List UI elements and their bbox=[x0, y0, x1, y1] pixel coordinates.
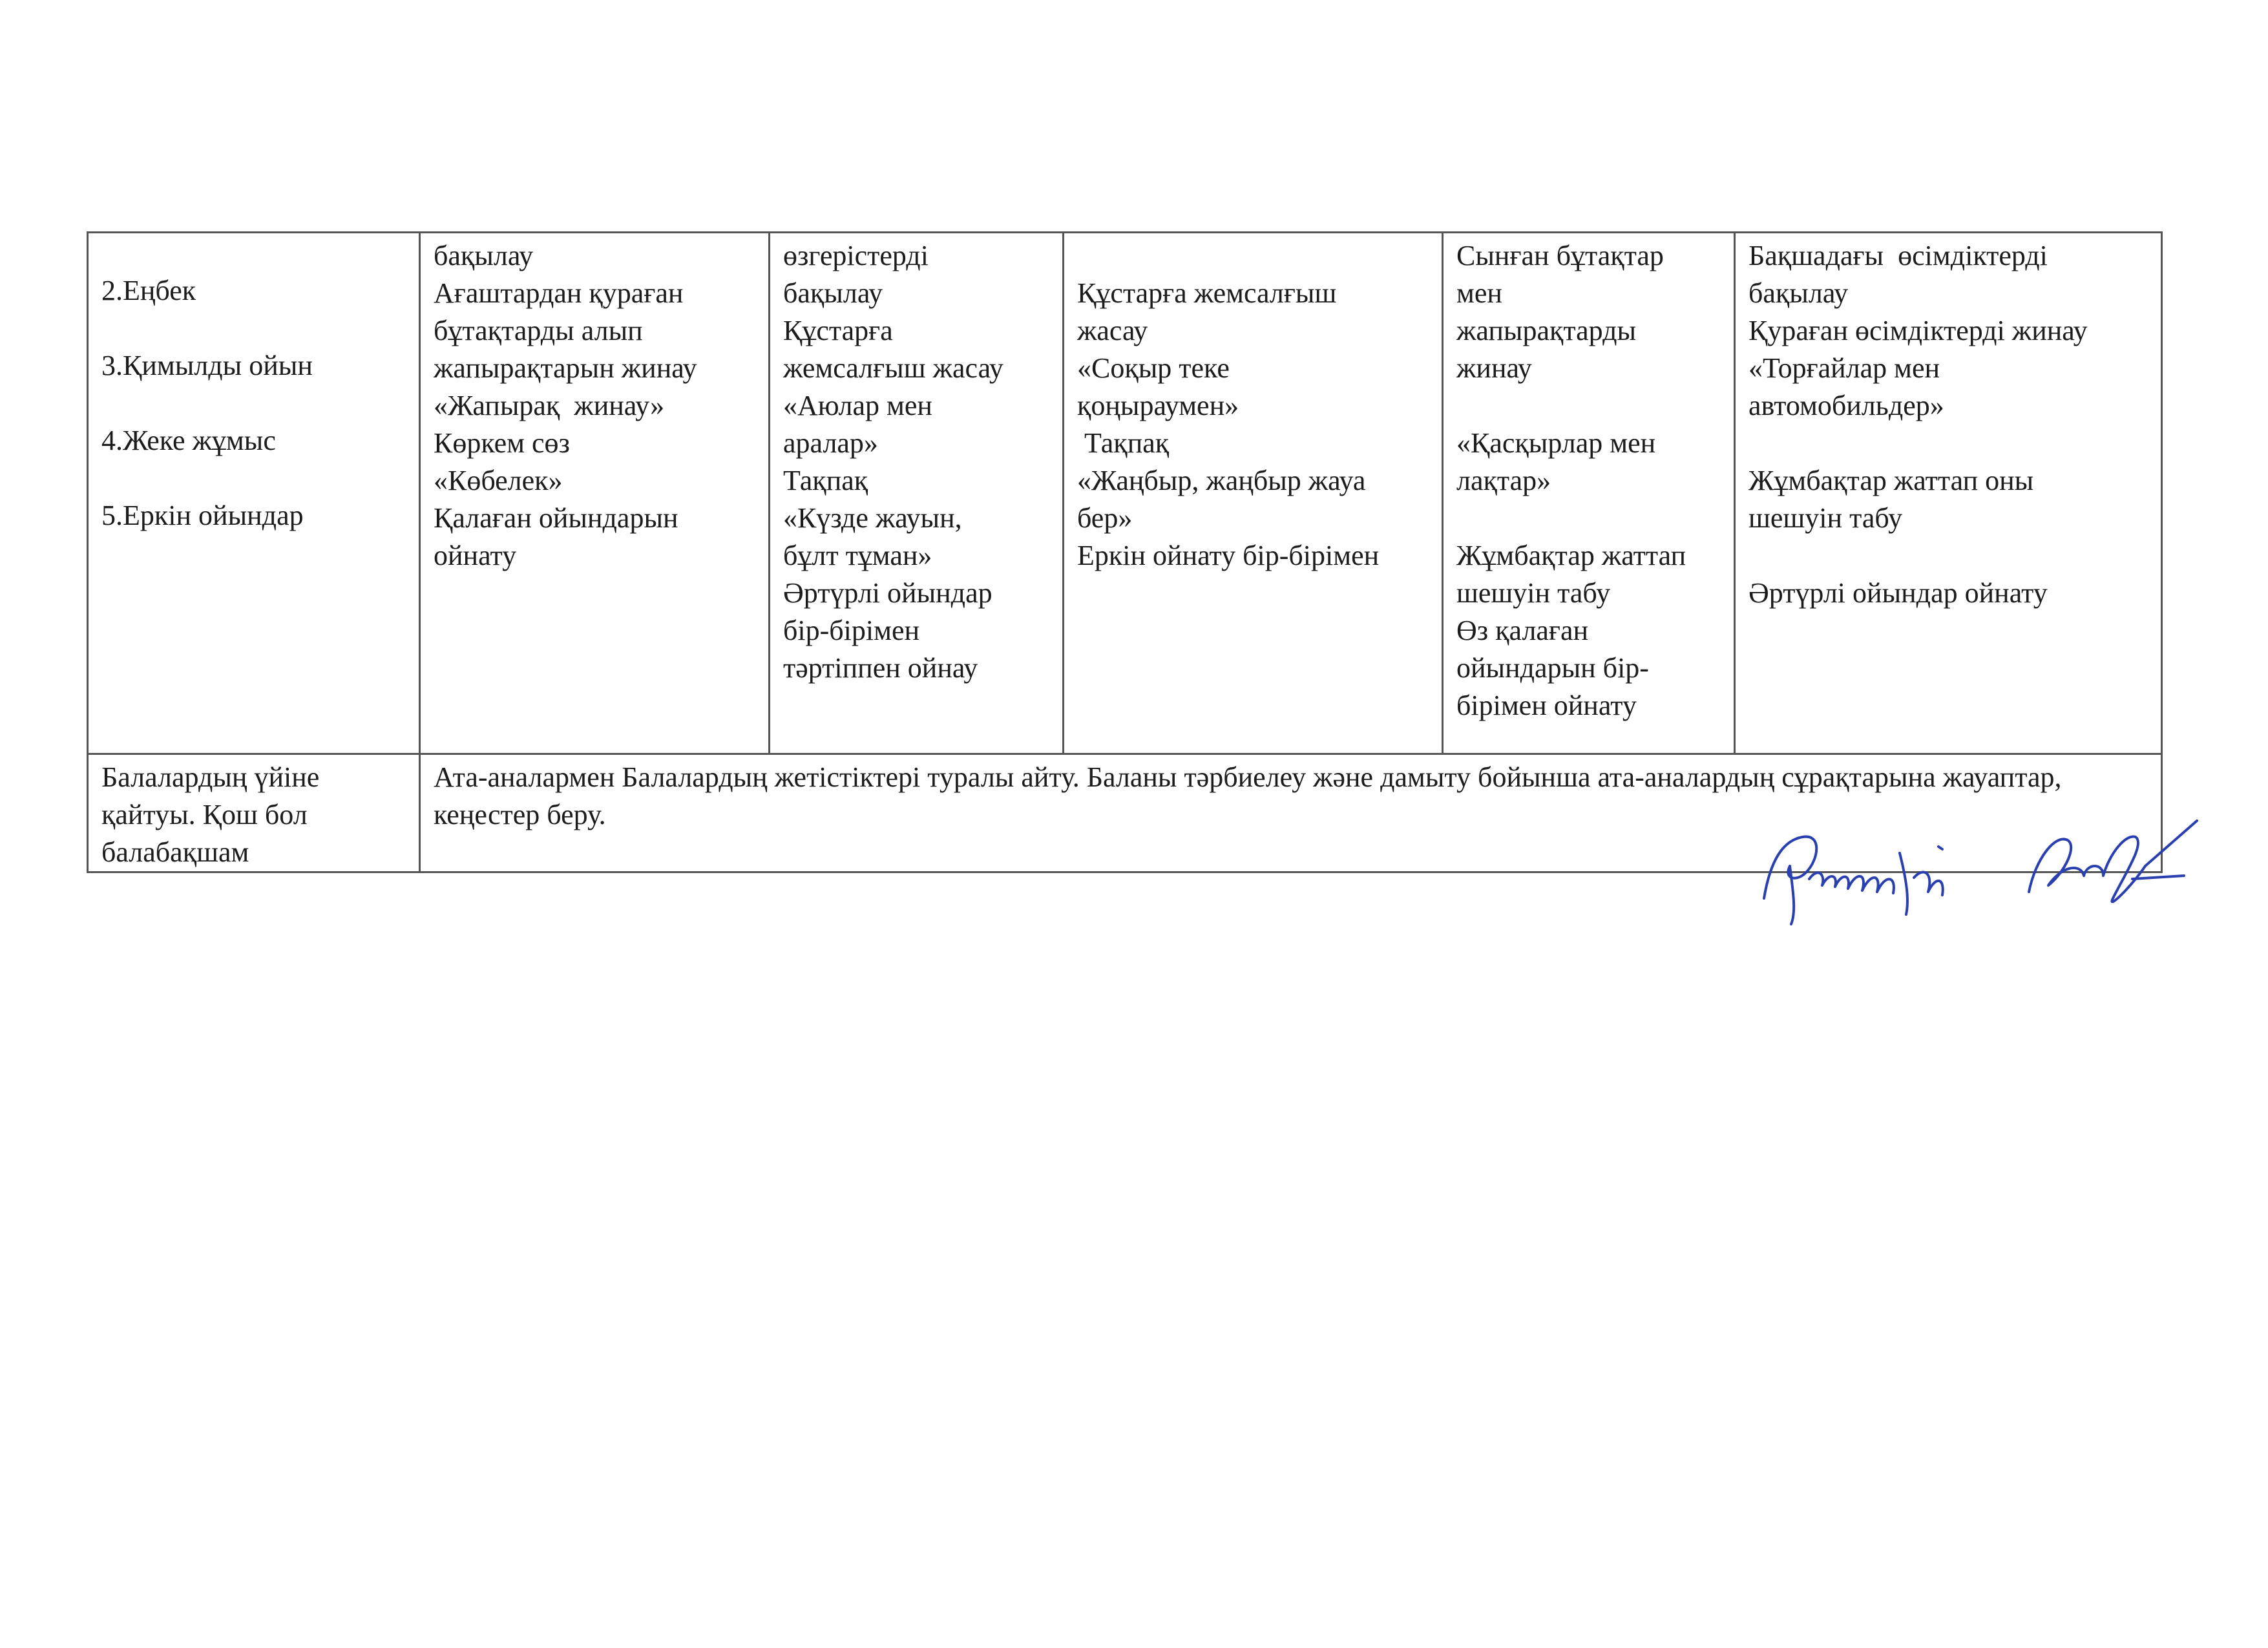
cell-text-line: өзгерістерді bbox=[783, 240, 929, 271]
activity-label: 5.Еркін ойындар bbox=[101, 500, 304, 531]
cell-text-line: мен bbox=[1456, 277, 1502, 309]
cell-text-line: Әртүрлі ойындар bbox=[783, 577, 992, 609]
cell-text-line: Ағаштардан қураған bbox=[434, 277, 684, 309]
day-column-3 bbox=[1064, 233, 1443, 754]
cell-text-line: жапырақтарын жинау bbox=[434, 352, 697, 384]
cell-spacer bbox=[1456, 387, 1722, 425]
cell-text-line: лақтар» bbox=[1456, 465, 1551, 496]
activity-labels-list bbox=[101, 272, 407, 534]
cell-text-line: «Торғайлар мен bbox=[1748, 352, 1940, 384]
cell-text-line: «Жаңбыр, жаңбыр жауа bbox=[1077, 465, 1366, 496]
activity-label: 3.Қимылды ойын bbox=[101, 350, 313, 381]
cell-text-line: Өз қалаған bbox=[1456, 615, 1589, 646]
cell-text-line: бер» bbox=[1077, 502, 1133, 534]
cell-text-line: шешуін табу bbox=[1456, 577, 1611, 609]
day-column-2 bbox=[770, 233, 1064, 754]
activities-row bbox=[88, 233, 2162, 754]
cell-text-line: бақылау bbox=[1748, 277, 1849, 309]
cell-text-line: жапырақтарды bbox=[1456, 315, 1637, 346]
cell-text-line: бақылау bbox=[783, 277, 883, 309]
cell-text-line: Қалаған ойындарын bbox=[434, 502, 678, 534]
cell-text-line: «Қасқырлар мен bbox=[1456, 427, 1656, 459]
cell-text-line: Көркем сөз bbox=[434, 427, 570, 459]
cell-text-line: Қураған өсімдіктерді жинау bbox=[1748, 315, 2088, 346]
day-column-4 bbox=[1443, 233, 1735, 754]
departure-label-cell bbox=[88, 754, 420, 872]
cell-text-line: Құстарға bbox=[783, 315, 893, 346]
cell-text-line: «Жапырақ жинау» bbox=[434, 390, 665, 421]
label-spacer bbox=[101, 385, 407, 422]
cell-text-line: «Күзде жауын, bbox=[783, 502, 962, 534]
cell-text-line: Тақпақ bbox=[783, 465, 868, 496]
cell-text-line: жемсалғыш жасау bbox=[783, 352, 1003, 384]
cell-text-line: Бақшадағы өсімдіктерді bbox=[1748, 240, 2048, 271]
cell-text-line: Жұмбақтар жаттап bbox=[1456, 540, 1686, 571]
cell-text-line: қоңыраумен» bbox=[1077, 390, 1239, 421]
cell-text-line: Сынған бұтақтар bbox=[1456, 240, 1664, 271]
day-column-5 bbox=[1735, 233, 2162, 754]
cell-text-line: автомобильдер» bbox=[1748, 390, 1944, 421]
activity-label: 4.Жеке жұмыс bbox=[101, 425, 276, 456]
cell-text-line: Еркін ойнату бір-бірімен bbox=[1077, 540, 1380, 571]
cell-text-line: шешуін табу bbox=[1748, 502, 1903, 534]
cell-text-line: тәртіппен ойнау bbox=[783, 652, 978, 684]
handwritten-signature bbox=[1745, 801, 2236, 944]
label-spacer bbox=[101, 310, 407, 347]
cell-text-line: бұлт тұман» bbox=[783, 540, 932, 571]
departure-label: Балалардың үйіне қайтуы. Қош бол балабақшам bbox=[101, 761, 320, 868]
schedule-table bbox=[87, 231, 2163, 873]
cell-text-line: Құстарға жемсалғыш bbox=[1077, 277, 1337, 309]
cell-text-line: «Аюлар мен bbox=[783, 390, 932, 421]
departure-text: Ата-аналармен Балалардың жетістіктері туралы айту. Баланы тәрбиелеу және дамыту бойынша ата-аналардың сұрақтарына жауаптар, кеңестер беру. bbox=[434, 761, 2062, 830]
cell-spacer bbox=[1456, 500, 1722, 537]
cell-text-line: Тақпақ bbox=[1077, 427, 1170, 459]
label-spacer bbox=[101, 460, 407, 497]
cell-text-line: жинау bbox=[1456, 352, 1532, 384]
cell-text-line: бұтақтарды алып bbox=[434, 315, 643, 346]
cell-spacer bbox=[1077, 237, 1430, 275]
activity-labels-cell bbox=[88, 233, 420, 754]
cell-text-line: ойнату bbox=[434, 540, 517, 571]
cell-spacer bbox=[1748, 425, 2149, 462]
cell-text-line: бірімен ойнату bbox=[1456, 690, 1637, 721]
cell-text-line: ойындарын бір- bbox=[1456, 652, 1649, 684]
cell-text-line: Әртүрлі ойындар ойнату bbox=[1748, 577, 2048, 609]
cell-spacer bbox=[1748, 537, 2149, 575]
cell-text-line: бақылау bbox=[434, 240, 534, 271]
activity-label: 2.Еңбек bbox=[101, 275, 196, 306]
cell-text-line: Жұмбақтар жаттап оны bbox=[1748, 465, 2034, 496]
day-column-1 bbox=[420, 233, 770, 754]
cell-text-line: бір-бірімен bbox=[783, 615, 920, 646]
cell-text-line: «Соқыр теке bbox=[1077, 352, 1230, 384]
cell-text-line: аралар» bbox=[783, 427, 878, 459]
cell-text-line: жасау bbox=[1077, 315, 1148, 346]
cell-text-line: «Көбелек» bbox=[434, 465, 563, 496]
